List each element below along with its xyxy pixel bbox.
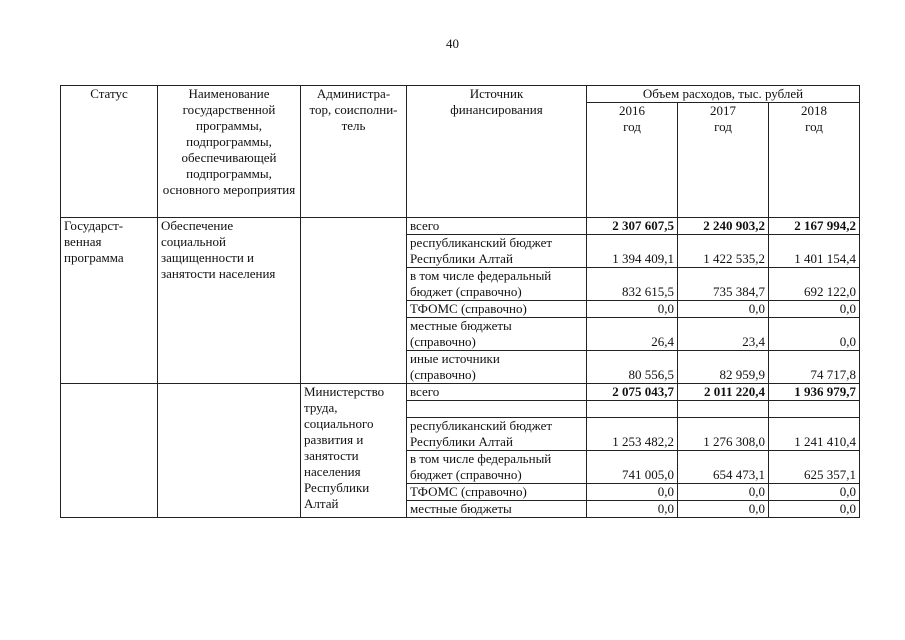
value-2016: [587, 401, 678, 418]
header-source: Источник финансирования: [407, 86, 587, 218]
value-2016: 832 615,5: [587, 268, 678, 301]
program-status: Государст-венная программа: [61, 218, 158, 384]
value-2016: 0,0: [587, 301, 678, 318]
value-2017: 0,0: [678, 484, 769, 501]
page-number: 40: [446, 36, 459, 51]
header-status: Статус: [61, 86, 158, 218]
program-admin: [301, 218, 407, 384]
value-2017: 2 011 220,4: [678, 384, 769, 401]
value-2018: 0,0: [769, 501, 860, 518]
value-2018: [769, 401, 860, 418]
value-2016: 1 394 409,1: [587, 235, 678, 268]
value-2018: 1 241 410,4: [769, 418, 860, 451]
value-2017: 82 959,9: [678, 351, 769, 384]
value-2018: 692 122,0: [769, 268, 860, 301]
header-expenses: Объем расходов, тыс. рублей: [587, 86, 860, 103]
source-cell: всего: [407, 218, 587, 235]
value-2017: 654 473,1: [678, 451, 769, 484]
value-2018: 0,0: [769, 301, 860, 318]
source-cell: всего: [407, 384, 587, 401]
source-cell: в том числе федеральный бюджет (справочно): [407, 268, 587, 301]
value-2017: 0,0: [678, 301, 769, 318]
value-2017: 1 422 535,2: [678, 235, 769, 268]
value-2018: 1 401 154,4: [769, 235, 860, 268]
header-year-2017: 2017 год: [678, 103, 769, 218]
value-2018: 1 936 979,7: [769, 384, 860, 401]
source-cell: местные бюджеты (справочно): [407, 318, 587, 351]
value-2017: 1 276 308,0: [678, 418, 769, 451]
header-admin: Администра-тор, соисполни-тель: [301, 86, 407, 218]
table-row: [61, 384, 860, 401]
value-2016: 0,0: [587, 484, 678, 501]
source-cell: иные источники (справочно): [407, 351, 587, 384]
budget-table: [60, 85, 860, 518]
value-2016: 2 075 043,7: [587, 384, 678, 401]
value-2017: 2 240 903,2: [678, 218, 769, 235]
value-2016: 741 005,0: [587, 451, 678, 484]
table-row: [61, 218, 860, 235]
value-2018: 0,0: [769, 318, 860, 351]
header-year-2018: 2018 год: [769, 103, 860, 218]
value-2016: 80 556,5: [587, 351, 678, 384]
source-cell: республиканский бюджет Республики Алтай: [407, 235, 587, 268]
value-2016: 1 253 482,2: [587, 418, 678, 451]
value-2016: 26,4: [587, 318, 678, 351]
value-2018: 0,0: [769, 484, 860, 501]
header-year-2016: 2016 год: [587, 103, 678, 218]
value-2018: 625 357,1: [769, 451, 860, 484]
header-name: Наименование государственной программы, подпрограммы, обеспечивающей подпрограммы, основного мероприятия: [158, 86, 301, 218]
value-2016: 0,0: [587, 501, 678, 518]
source-cell: ТФОМС (справочно): [407, 484, 587, 501]
source-cell: республиканский бюджет Республики Алтай: [407, 418, 587, 451]
source-cell: в том числе федеральный бюджет (справочно): [407, 451, 587, 484]
ministry-name: [158, 384, 301, 518]
value-2017: 0,0: [678, 501, 769, 518]
value-2016: 2 307 607,5: [587, 218, 678, 235]
value-2017: 23,4: [678, 318, 769, 351]
ministry-admin: Министерство труда, социального развития и занятости населения Республики Алтай: [301, 384, 407, 518]
value-2017: 735 384,7: [678, 268, 769, 301]
source-cell: ТФОМС (справочно): [407, 301, 587, 318]
value-2018: 74 717,8: [769, 351, 860, 384]
source-cell: [407, 401, 587, 418]
source-cell: местные бюджеты: [407, 501, 587, 518]
value-2018: 2 167 994,2: [769, 218, 860, 235]
table-header-row: [61, 86, 860, 103]
program-name: Обеспечение социальной защищенности и занятости населения: [158, 218, 301, 384]
ministry-status: [61, 384, 158, 518]
value-2017: [678, 401, 769, 418]
